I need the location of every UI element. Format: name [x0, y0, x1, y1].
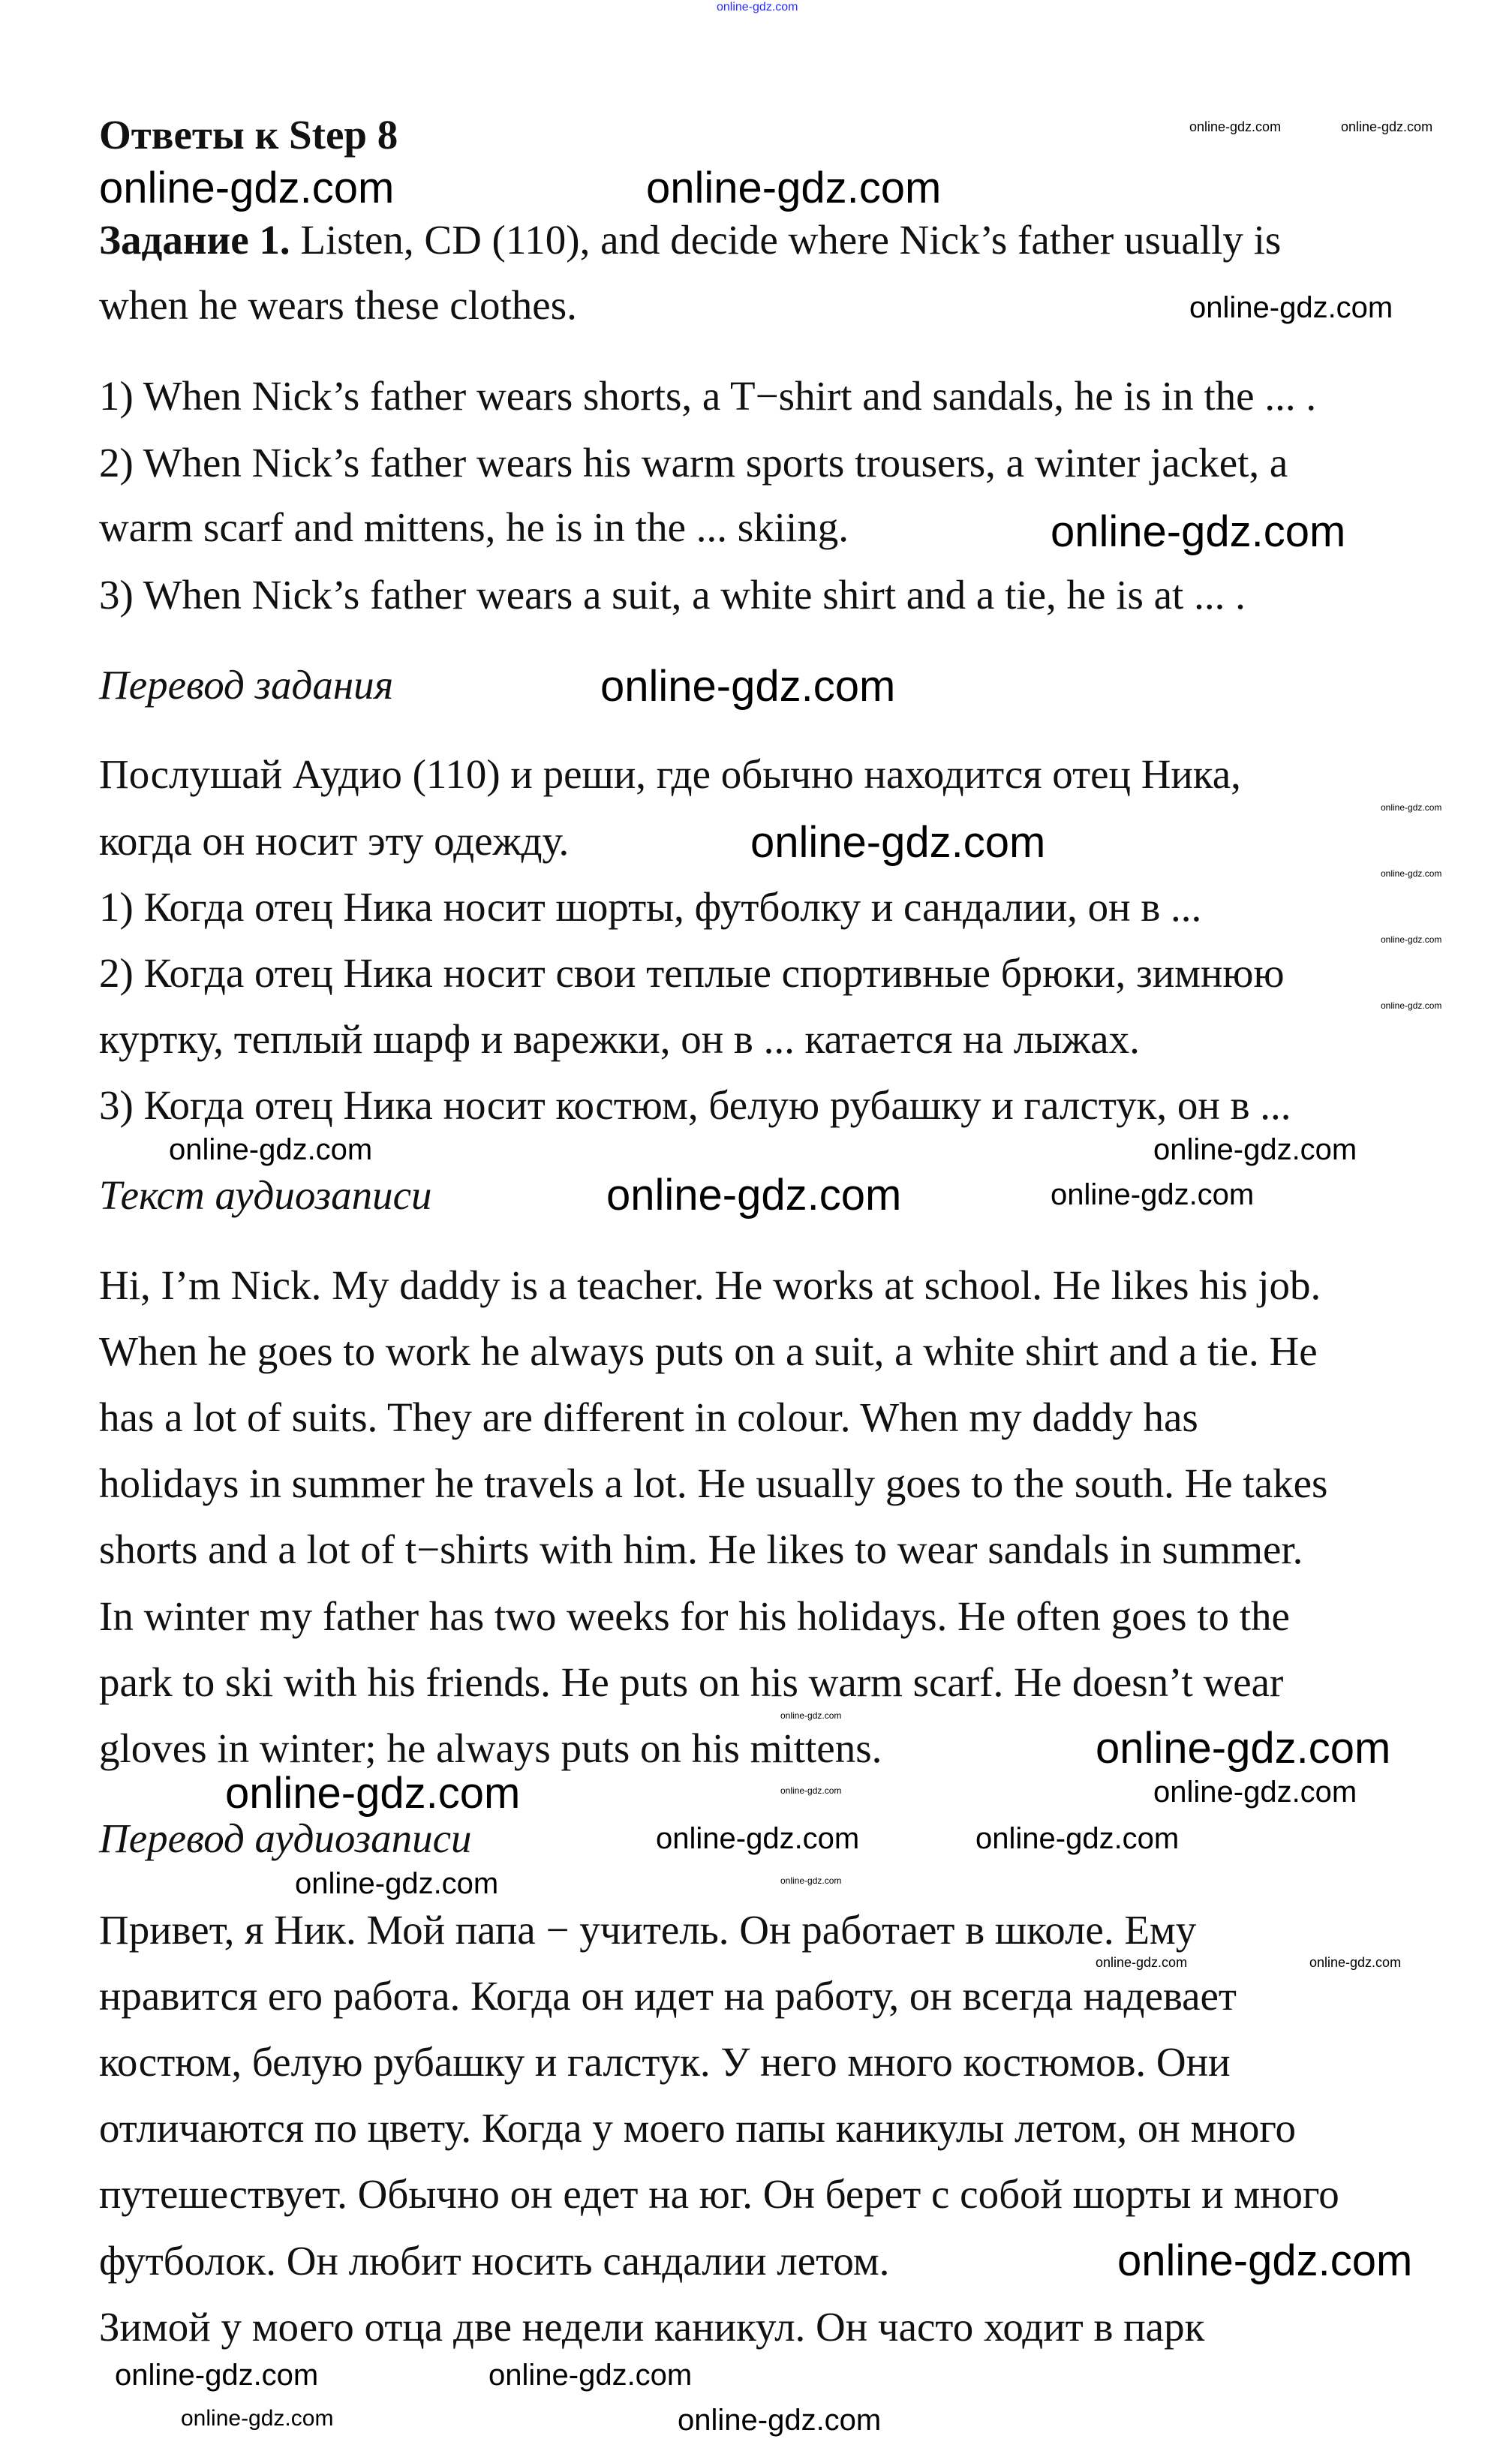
audio-line: gloves in winter; he always puts on his mittens.: [99, 1725, 882, 1771]
watermark: online-gdz.com: [1381, 934, 1442, 945]
watermark: online-gdz.com: [780, 1710, 842, 1721]
task1-text: Listen, CD (110), and decide where Nick’s father usually is: [290, 217, 1282, 263]
watermark: online-gdz.com: [181, 2406, 334, 2431]
audio-line: holidays in summer he travels a lot. He usually goes to the south. He takes: [99, 1460, 1328, 1506]
audio-translation-line: Привет, я Ник. Мой папа − учитель. Он работает в школе. Ему: [99, 1907, 1197, 1953]
audio-line: In winter my father has two weeks for his holidays. He often goes to the: [99, 1593, 1290, 1639]
audio-translation-line: футболок. Он любит носить сандалии летом.: [99, 2238, 890, 2284]
watermark: online-gdz.com: [295, 1867, 499, 1900]
audio-heading: Текст аудиозаписи: [99, 1172, 432, 1218]
watermark: online-gdz.com: [975, 1822, 1180, 1855]
watermark: online-gdz.com: [717, 1, 798, 14]
task1-item: 3) When Nick’s father wears a suit, a white shirt and a tie, he is at ... .: [99, 572, 1246, 618]
audio-translation-line: отличаются по цвету. Когда у моего папы каникулы летом, он много: [99, 2105, 1297, 2151]
task1-item: warm scarf and mittens, he is in the ... skiing.: [99, 504, 849, 550]
watermark: online-gdz.com: [169, 1133, 373, 1166]
watermark: online-gdz.com: [750, 818, 1046, 867]
watermark: online-gdz.com: [1381, 1000, 1442, 1011]
watermark: online-gdz.com: [780, 1785, 842, 1796]
translation-line: когда он носит эту одежду.: [99, 818, 570, 864]
translation-line: Послушай Аудио (110) и реши, где обычно находится отец Ника,: [99, 751, 1241, 797]
audio-line: Hi, I’m Nick. My daddy is a teacher. He works at school. He likes his job.: [99, 1262, 1321, 1308]
watermark: online-gdz.com: [656, 1822, 860, 1855]
watermark: online-gdz.com: [1381, 802, 1442, 813]
watermark: online-gdz.com: [1153, 1776, 1357, 1809]
watermark: online-gdz.com: [1153, 1133, 1357, 1166]
watermark: online-gdz.com: [1096, 1724, 1391, 1773]
watermark: online-gdz.com: [606, 1171, 902, 1219]
translation-line: 2) Когда отец Ника носит свои теплые спортивные брюки, зимнюю: [99, 950, 1285, 996]
watermark: online-gdz.com: [1051, 507, 1346, 556]
watermark: online-gdz.com: [1117, 2236, 1413, 2285]
watermark: online-gdz.com: [600, 662, 896, 711]
task1-item: 1) When Nick’s father wears shorts, a T−shirt and sandals, he is in the ... .: [99, 373, 1317, 419]
task1-item: 2) When Nick’s father wears his warm sports trousers, a winter jacket, a: [99, 440, 1288, 486]
watermark: online-gdz.com: [115, 2359, 319, 2392]
translation-line: 3) Когда отец Ника носит костюм, белую рубашку и галстук, он в ...: [99, 1082, 1291, 1128]
watermark: online-gdz.com: [1341, 119, 1433, 134]
watermark: online-gdz.com: [678, 2404, 882, 2437]
watermark: online-gdz.com: [99, 164, 395, 212]
watermark: online-gdz.com: [488, 2359, 693, 2392]
audio-line: shorts and a lot of t−shirts with him. He likes to wear sandals in summer.: [99, 1526, 1303, 1572]
watermark: online-gdz.com: [1189, 119, 1282, 134]
task1-line: when he wears these clothes.: [99, 282, 577, 328]
audio-line: When he goes to work he always puts on a suit, a white shirt and a tie. He: [99, 1328, 1318, 1374]
audio-line: park to ski with his friends. He puts on his warm scarf. He doesn’t wear: [99, 1659, 1284, 1705]
watermark: online-gdz.com: [1189, 291, 1393, 324]
watermark: online-gdz.com: [646, 164, 942, 212]
watermark: online-gdz.com: [1051, 1178, 1255, 1211]
audio-translation-line: костюм, белую рубашку и галстук. У него много костюмов. Они: [99, 2039, 1231, 2085]
watermark: online-gdz.com: [1309, 1955, 1402, 1970]
audio-line: has a lot of suits. They are different in colour. When my daddy has: [99, 1394, 1198, 1440]
page-title: Ответы к Step 8: [99, 112, 398, 158]
watermark: online-gdz.com: [780, 1875, 842, 1886]
watermark: online-gdz.com: [1381, 868, 1442, 879]
translation-heading: Перевод задания: [99, 662, 394, 708]
audio-translation-line: нравится его работа. Когда он идет на работу, он всегда надевает: [99, 1973, 1237, 2019]
translation-line: 1) Когда отец Ника носит шорты, футболку и сандалии, он в ...: [99, 884, 1202, 930]
audio-translation-line: путешествует. Обычно он едет на юг. Он берет с собой шорты и много: [99, 2171, 1339, 2217]
translation-line: куртку, теплый шарф и варежки, он в ... катается на лыжах.: [99, 1016, 1140, 1062]
audio-translation-line: Зимой у моего отца две недели каникул. Он часто ходит в парк: [99, 2304, 1205, 2350]
task1-label: Задание 1.: [99, 217, 290, 263]
audio-translation-heading: Перевод аудиозаписи: [99, 1815, 472, 1861]
task1-line: [99, 218, 1281, 263]
watermark: online-gdz.com: [225, 1769, 521, 1818]
watermark: online-gdz.com: [1096, 1955, 1188, 1970]
